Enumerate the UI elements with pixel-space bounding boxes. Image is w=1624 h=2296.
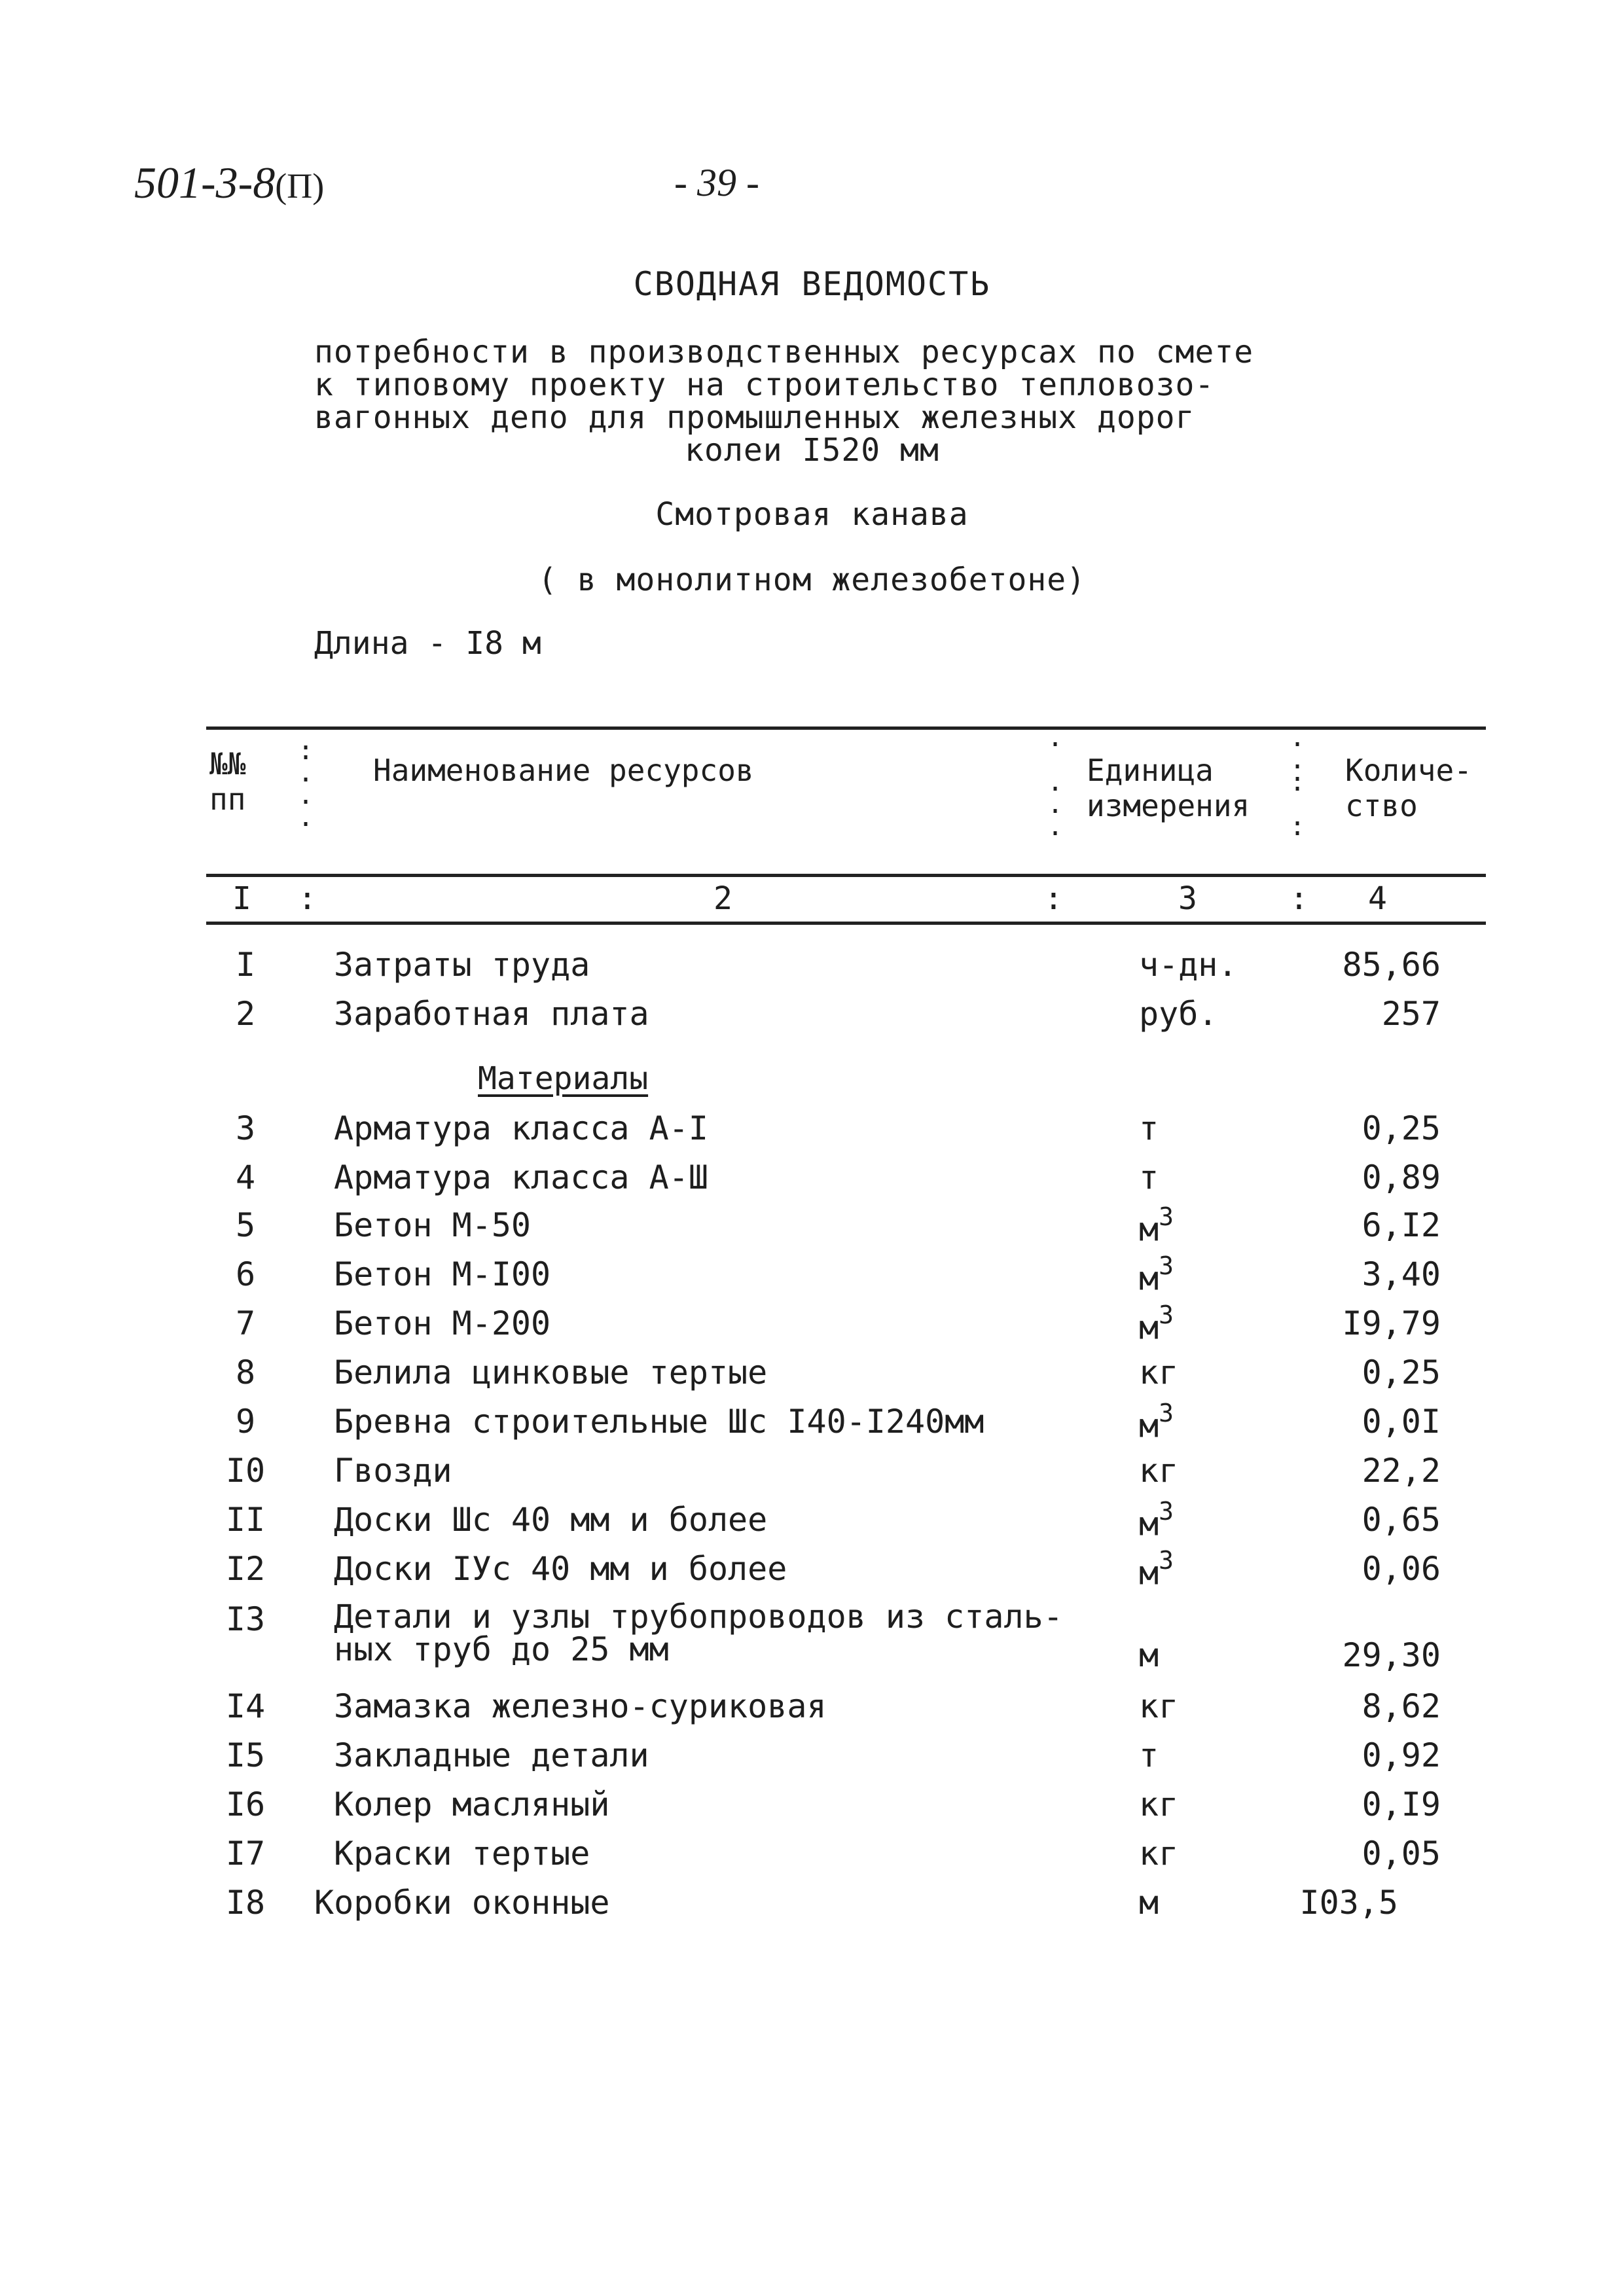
table-row-name: Гвозди xyxy=(334,1452,452,1490)
table-row-qty: 0,25 xyxy=(1362,1109,1441,1147)
table-row-num: I4 xyxy=(225,1687,266,1725)
separator-dots: : xyxy=(298,880,317,917)
table-row-num: I3 xyxy=(225,1600,266,1638)
table-row-qty: 0,25 xyxy=(1362,1354,1441,1391)
table-row-qty: 0,65 xyxy=(1362,1501,1441,1539)
table-row-num: 7 xyxy=(235,1304,256,1342)
table-row-unit: $м^3$ xyxy=(1139,1546,1174,1592)
col-header-num: №№ пп xyxy=(209,746,246,817)
table-row-qty: I9,79 xyxy=(1342,1304,1441,1342)
separator-dots: . . : : xyxy=(1290,723,1306,842)
table-row-num: I7 xyxy=(225,1835,266,1873)
table-row-unit: т xyxy=(1139,1158,1159,1196)
table-row-qty: 0,89 xyxy=(1362,1158,1441,1196)
table-row-num: I2 xyxy=(225,1550,266,1588)
table-row-qty: 0,0I xyxy=(1362,1403,1441,1441)
table-row-unit: $м^3$ xyxy=(1139,1202,1174,1249)
column-number-2: 2 xyxy=(713,880,732,917)
table-row-name: Арматура класса А-I xyxy=(334,1109,708,1147)
table-row-name: Затраты труда xyxy=(334,946,590,984)
document-code xyxy=(134,157,324,209)
table-row-name: Бетон М-50 xyxy=(334,1206,532,1244)
table-row-name: Закладные детали xyxy=(334,1736,649,1774)
table-row-name: Колер масляный xyxy=(334,1785,610,1823)
table-row-name: Коробки оконные xyxy=(314,1884,610,1922)
column-number-4: 4 xyxy=(1368,880,1387,917)
table-row-unit: м xyxy=(1139,1636,1159,1674)
table-row-qty: 3,40 xyxy=(1362,1255,1441,1293)
table-row-name: Доски IУс 40 мм и более xyxy=(334,1550,787,1588)
page-number: - 39 - xyxy=(674,161,759,204)
table-row-name: Замазка железно-суриковая xyxy=(334,1687,827,1725)
table-row-name: Детали и узлы трубопроводов из сталь- ных труб до 25 мм xyxy=(334,1598,1063,1668)
table-row-qty: 0,05 xyxy=(1362,1835,1441,1873)
table-row-name: Бетон М-I00 xyxy=(334,1255,551,1293)
table-row-num: I0 xyxy=(225,1452,266,1490)
column-number-1: I xyxy=(232,880,251,917)
table-row-name: Доски Шс 40 мм и более xyxy=(334,1501,768,1539)
title-material: ( в монолитном железобетоне) xyxy=(537,562,1087,598)
table-row-num: I5 xyxy=(225,1736,266,1774)
table-row-num: 2 xyxy=(235,995,256,1033)
table-row-name: Бетон М-200 xyxy=(334,1304,551,1342)
table-row-qty: 6,I2 xyxy=(1362,1206,1441,1244)
table-row-name: Арматура класса А-Ш xyxy=(334,1158,708,1196)
table-row-num: 5 xyxy=(235,1206,256,1244)
separator-dots: : . . . xyxy=(298,736,314,833)
table-row-name: Бревна строительные Шс I40-I240мм xyxy=(334,1403,984,1441)
title-gauge: колеи I520 мм xyxy=(685,432,939,469)
title-line-2: к типовому проекту на строительство тепловозо- xyxy=(314,367,1215,403)
separator-dots: : xyxy=(1290,880,1308,917)
column-number-3: 3 xyxy=(1178,880,1197,917)
table-row-unit: т xyxy=(1139,1109,1159,1147)
table-row-qty: 257 xyxy=(1381,995,1441,1033)
table-row-qty: 22,2 xyxy=(1362,1452,1441,1490)
table-row-qty: 85,66 xyxy=(1342,946,1441,984)
table-row-qty: I03,5 xyxy=(1299,1884,1398,1922)
col-header-qty: Количе- ство xyxy=(1345,753,1472,823)
title-object: Смотровая канава xyxy=(655,496,969,533)
table-row-num: 4 xyxy=(235,1158,256,1196)
table-row-unit: кг xyxy=(1139,1687,1179,1725)
table-row-unit: $м^3$ xyxy=(1139,1251,1174,1298)
table-row-qty: 0,06 xyxy=(1362,1550,1441,1588)
table-row-name: Краски тертые xyxy=(334,1835,590,1873)
table-row-unit: кг xyxy=(1139,1785,1179,1823)
table-row-unit: кг xyxy=(1139,1835,1179,1873)
table-row-num: I8 xyxy=(225,1884,266,1922)
table-row-qty: 8,62 xyxy=(1362,1687,1441,1725)
section-materials: Материалы xyxy=(478,1060,649,1097)
table-row-name: Белила цинковые тертые xyxy=(334,1354,768,1391)
table-row-unit: руб. xyxy=(1139,995,1218,1033)
table-row-qty: 29,30 xyxy=(1342,1636,1441,1674)
table-row-unit: ч-дн. xyxy=(1139,946,1238,984)
table-row-unit: $м^3$ xyxy=(1139,1399,1174,1445)
table-row-num: I xyxy=(235,946,256,984)
table-row-num: 3 xyxy=(235,1109,256,1147)
length-label: Длина - I8 м xyxy=(314,625,541,662)
table-row-num: I6 xyxy=(225,1785,266,1823)
table-row-unit: кг xyxy=(1139,1452,1179,1490)
table-row-qty: 0,92 xyxy=(1362,1736,1441,1774)
table-row-unit: $м^3$ xyxy=(1139,1497,1174,1543)
table-mid-rule xyxy=(206,874,1486,877)
table-row-unit: т xyxy=(1139,1736,1159,1774)
col-header-unit: Единица измерения xyxy=(1087,753,1250,823)
title-line-1: потребности в производственных ресурсах по смете xyxy=(314,334,1254,370)
table-row-name: Заработная плата xyxy=(334,995,649,1033)
table-row-unit: $м^3$ xyxy=(1139,1300,1174,1347)
table-header-bottom-rule xyxy=(206,922,1486,925)
table-row-num: 8 xyxy=(235,1354,256,1391)
table-row-num: 6 xyxy=(235,1255,256,1293)
separator-dots: : xyxy=(1044,880,1063,917)
table-row-qty: 0,I9 xyxy=(1362,1785,1441,1823)
separator-dots: . . . . xyxy=(1047,723,1064,842)
table-row-unit: кг xyxy=(1139,1354,1179,1391)
document-title: СВОДНАЯ ВЕДОМОСТЬ xyxy=(633,265,991,303)
document-code-value: 501-3-8 xyxy=(134,158,276,207)
table-row-num: II xyxy=(225,1501,266,1539)
table-row-unit: м xyxy=(1139,1884,1159,1922)
table-row-num: 9 xyxy=(235,1403,256,1441)
col-header-name: Наименование ресурсов xyxy=(373,753,754,788)
title-line-3: вагонных депо для промышленных железных дорог xyxy=(314,399,1195,436)
document-code-suffix: (П) xyxy=(275,166,325,206)
